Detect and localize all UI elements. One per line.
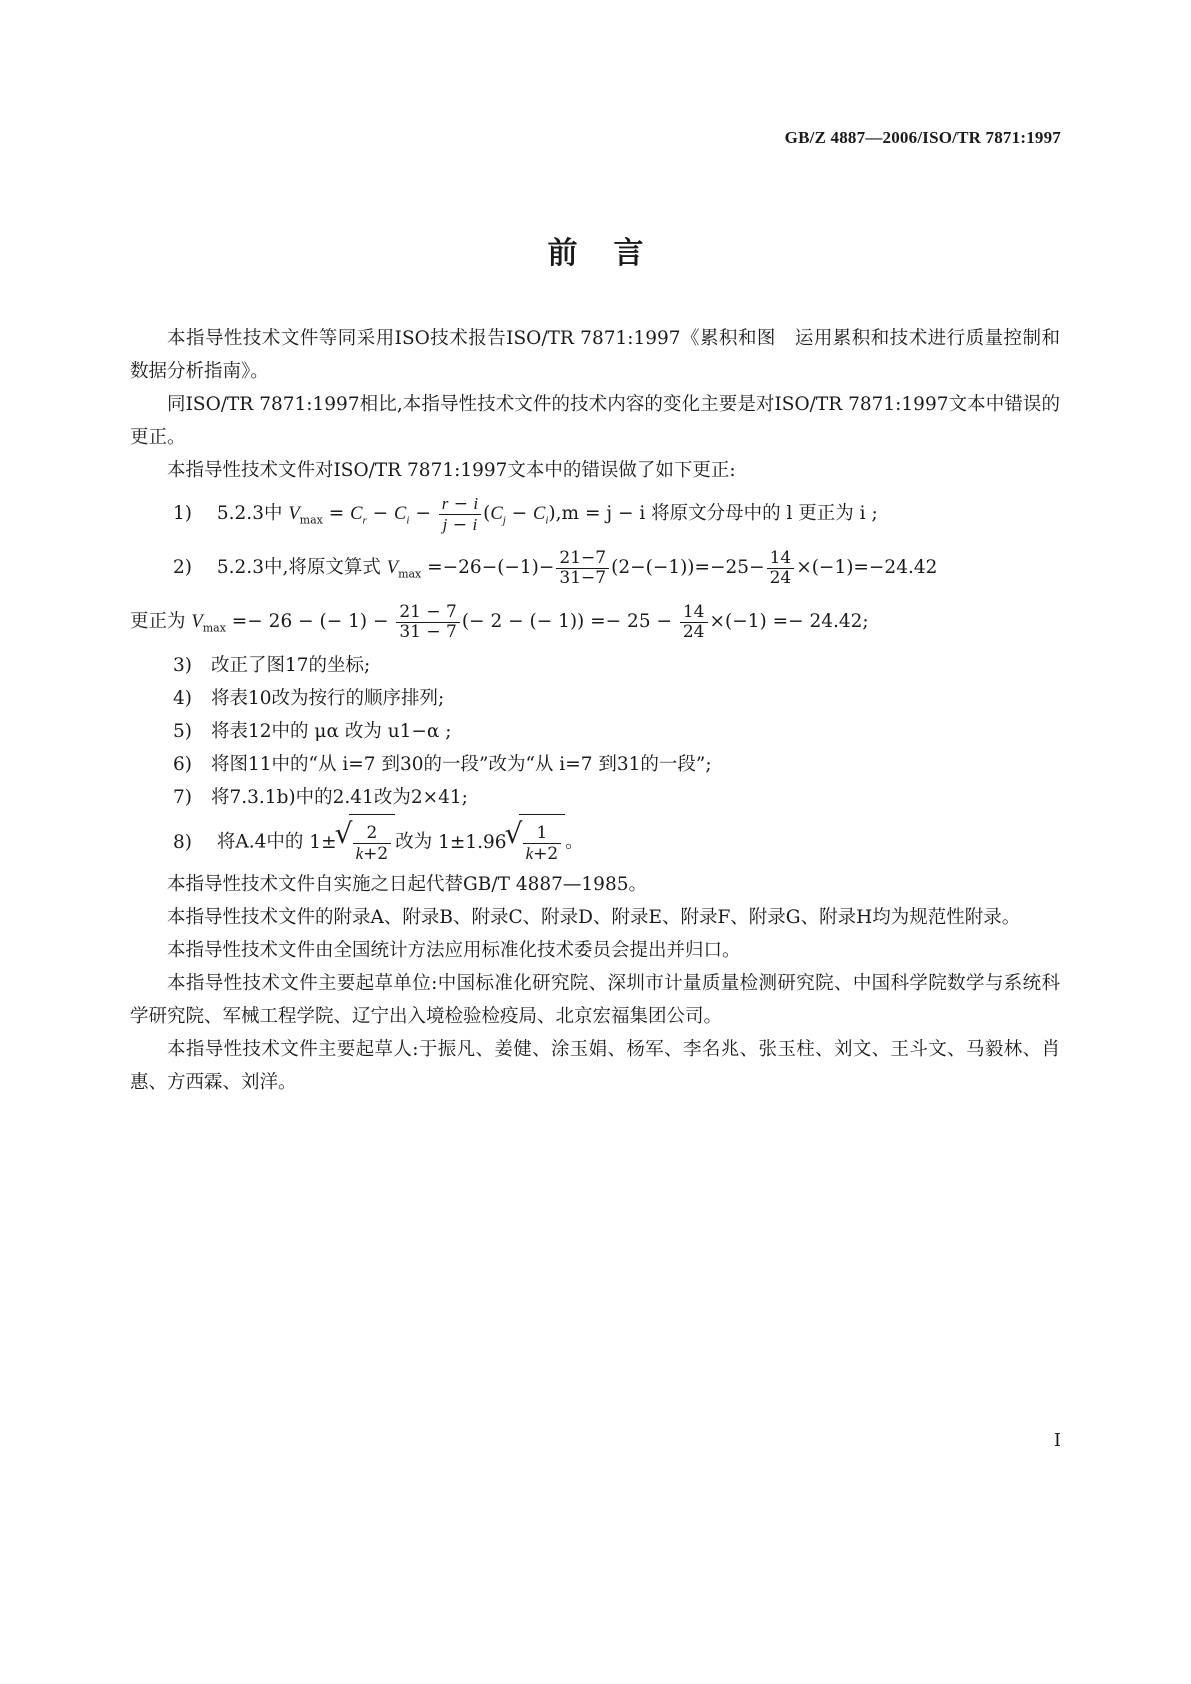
- foreword-body: [130, 322, 1060, 1099]
- paragraph: 本指导性技术文件的附录A、附录B、附录C、附录D、附录E、附录F、附录G、附录H均为规范性附录。: [167, 907, 1021, 928]
- correction-item-4: 4) 将表10改为按行的顺序排列;: [173, 688, 445, 709]
- formula-vmax: $V_{max} = C_r - C_i$ − $\frac{r - i}{j - i}$ $(C_j - C_i)$: [288, 493, 556, 535]
- page-number: I: [1053, 1430, 1061, 1451]
- paragraph: 本指导性技术文件主要起草人:于振凡、姜健、涂玉娟、杨军、李名兆、张玉柱、刘文、王斗文、马毅林、肖惠、方西霖、刘洋。: [130, 1039, 1060, 1093]
- correction-item-1: 1) 5.2.3中 $V_{max} = C_r - C_i$ − $\frac{r - i}{j - i}$ $(C_j - C_i),m = j - i$ 将原文分母中的 l 更正为 i ;: [173, 493, 878, 535]
- correction-item-2-fixed: 更正为 $V_{max} =- 26$ − (− 1) − $\frac{21 - 7}{31 - 7}$ (− 2 − (− 1)) =− 25 − $\frac{14}{24}$ ×(−1) =− 24.42;: [130, 601, 869, 642]
- formula-sqrt-corrected: 1±1.96 √ $\frac{1}{k+2}$: [438, 832, 565, 853]
- paragraph: 本指导性技术文件对ISO/TR 7871:1997文本中的错误做了如下更正:: [167, 460, 736, 481]
- correction-item-8: 8) 将A.4中的 1± √ $\frac{2}{k+2}$ 改为 1±1.96 √ $\frac{1}{k+2}$ 。: [130, 814, 1060, 868]
- paragraph: 本指导性技术文件由全国统计方法应用标准化技术委员会提出并归口。: [167, 940, 741, 961]
- formula-original: $V_{max} =-26-(-1)-$ $\frac{21-7}{31-7}$ (2−(−1))=−25− $\frac{14}{24}$: [387, 557, 796, 578]
- page-title: 前言: [547, 236, 680, 271]
- formula-sqrt-original: 1± √ $\frac{2}{k+2}$: [309, 832, 395, 853]
- correction-item-3: 3) 改正了图17的坐标;: [173, 655, 371, 676]
- correction-item-5: 5) 将表12中的 μα 改为 u1−α ;: [173, 721, 452, 742]
- formula-corrected: $V_{max} =- 26$ − (− 1) − $\frac{21 - 7}{31 - 7}$ (− 2 − (− 1)) =− 25 − $\frac{14}{24}$: [191, 611, 709, 632]
- paragraph: 本指导性技术文件等同采用ISO技术报告ISO/TR 7871:1997《累积和图 运用累积和技术进行质量控制和数据分析指南》。: [130, 328, 1060, 382]
- standard-code-header: GB/Z 4887—2006/ISO/TR 7871:1997: [784, 128, 1061, 147]
- correction-item-2: 2) 5.2.3中,将原文算式 $V_{max} =-26-(-1)-$ $\frac{21-7}{31-7}$ (2−(−1))=−25− $\frac{14}{24}$ ×(−1)=−24.42: [173, 547, 938, 588]
- paragraph: 本指导性技术文件自实施之日起代替GB/T 4887—1985。: [167, 874, 647, 895]
- correction-item-6: 6) 将图11中的“从 i=7 到30的一段”改为“从 i=7 到31的一段”;: [173, 754, 712, 775]
- correction-item-7: 7) 将7.3.1b)中的2.41改为2×41;: [173, 787, 468, 808]
- paragraph: 本指导性技术文件主要起草单位:中国标准化研究院、深圳市计量质量检测研究院、中国科学院数学与系统科学研究院、军械工程学院、辽宁出入境检验检疫局、北京宏福集团公司。: [130, 973, 1060, 1027]
- paragraph: 同ISO/TR 7871:1997相比,本指导性技术文件的技术内容的变化主要是对ISO/TR 7871:1997文本中错误的更正。: [130, 394, 1060, 448]
